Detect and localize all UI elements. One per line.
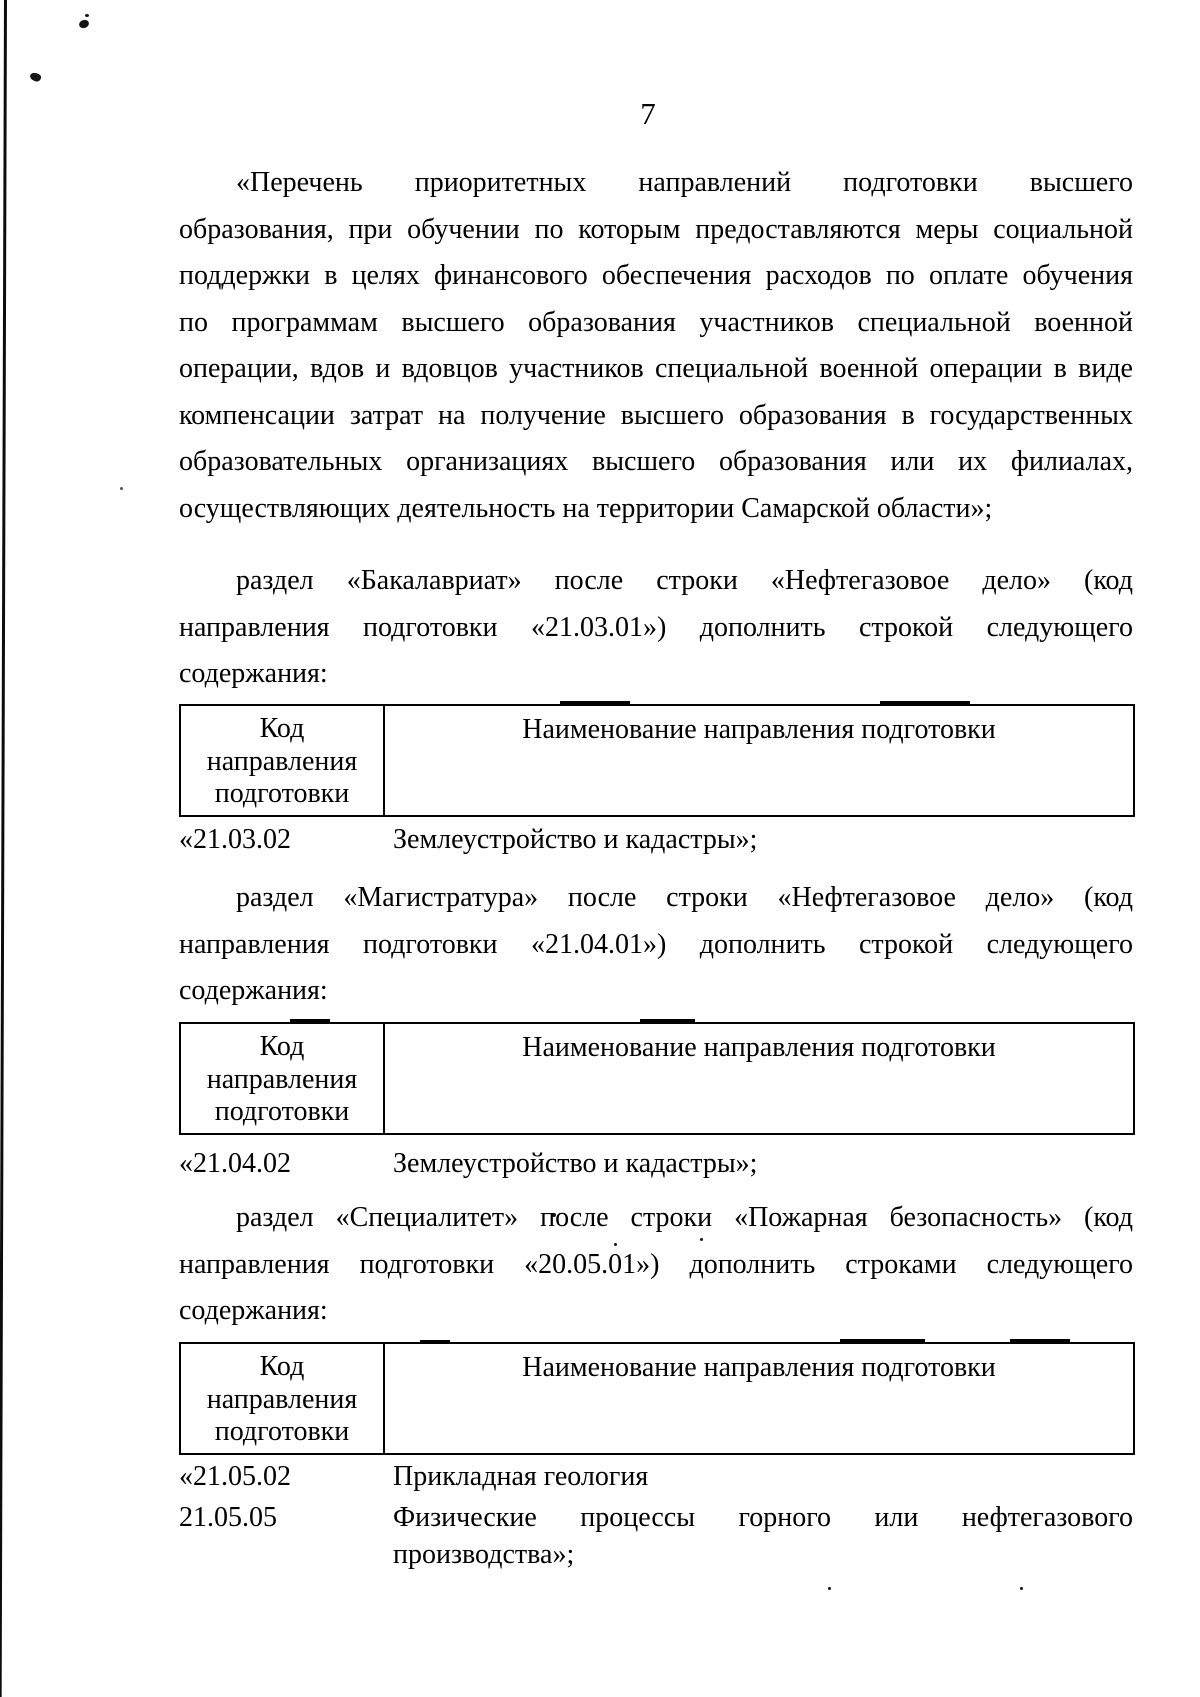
paragraph-line: содержания: [179, 1295, 328, 1326]
paragraph-line: содержания: [179, 975, 328, 1006]
paragraph-line: образовательных организациях высшего образования или их филиалах, [179, 446, 1133, 477]
paragraph-line: осуществляющих деятельность на территории Самарской области»; [179, 492, 993, 524]
scan-speck [85, 14, 89, 17]
paragraph-intro [179, 160, 1133, 532]
paragraph-line: поддержки в целях финансового обеспечения расходов по оплате обучения [179, 260, 1133, 291]
paragraph-line: направления подготовки «21.04.01») дополнить строкой следующего [179, 928, 1133, 960]
table-header-name-cell: Наименование направления подготовки [522, 714, 996, 745]
direction-code: «21.05.02 [179, 1461, 291, 1492]
paragraph-line: раздел «Специалитет» после строки «Пожарная безопасность» (код [236, 1202, 1133, 1233]
direction-name: Землеустройство и кадастры»; [393, 824, 758, 855]
direction-name: Землеустройство и кадастры»; [393, 1148, 758, 1179]
paragraph-line: операции, вдов и вдовцов участников специальной военной операции в виде [179, 353, 1133, 384]
scan-speck [828, 1587, 831, 1590]
table-header-code-cell [181, 1024, 385, 1133]
direction-code: «21.04.02 [179, 1148, 291, 1179]
paragraph-line: по программам высшего образования участников специальной военной [179, 306, 1133, 338]
page-number: 7 [640, 96, 656, 131]
table-row [179, 1498, 1133, 1571]
table-header-name-cell: Наименование направления подготовки [522, 1032, 996, 1063]
table-row [179, 818, 1133, 862]
table-header-code-cell [181, 1344, 385, 1453]
table-rows-specialist [179, 1455, 1133, 1571]
table-row [179, 1455, 1133, 1498]
table-row [179, 1142, 1133, 1186]
paragraph-specialist [179, 1195, 1133, 1335]
table-header-code-cell [181, 706, 385, 815]
table-header-line: подготовки [214, 1096, 350, 1127]
table-header-name-cell: Наименование направления подготовки [522, 1352, 996, 1383]
table-header-line: Код [259, 713, 305, 744]
directions-table-specialist [179, 1342, 1135, 1455]
paragraph-line: направления подготовки «21.03.01») дополнить строкой следующего [179, 611, 1133, 643]
table-header-line: подготовки [214, 1416, 350, 1447]
direction-name-line: Физические процессы горного или нефтегазового [393, 1502, 1133, 1533]
paragraph-line: раздел «Магистратура» после строки «Нефтегазовое дело» (код [236, 882, 1133, 913]
table-header-line: направления [206, 1063, 358, 1095]
direction-name-line: производства»; [393, 1539, 575, 1570]
direction-code: «21.03.02 [179, 824, 291, 855]
paragraph-line: содержания: [179, 658, 328, 689]
scan-edge-line [0, 0, 7, 1697]
directions-table-master [179, 1022, 1135, 1135]
paragraph-line: образования, при обучении по которым предоставляются меры социальной [179, 213, 1133, 245]
scan-speck [120, 487, 123, 490]
table-header-line: Код [259, 1351, 305, 1382]
table-header-line: направления [206, 1383, 358, 1415]
table-header-line: направления [206, 745, 358, 777]
paragraph-line: направления подготовки «20.05.01») дополнить строками следующего [179, 1248, 1133, 1280]
table-header-line: Код [259, 1031, 305, 1062]
direction-name: Прикладная геология [393, 1461, 649, 1492]
table-header-line: подготовки [214, 778, 350, 809]
paragraph-master [179, 875, 1133, 1015]
paragraph-line: компенсации затрат на получение высшего образования в государственных [179, 399, 1133, 431]
direction-name [393, 1498, 1133, 1571]
directions-table-bachelor [179, 704, 1135, 817]
direction-code: 21.05.05 [179, 1502, 277, 1533]
scan-speck [78, 19, 90, 30]
paragraph-line: раздел «Бакалавриат» после строки «Нефтегазовое дело» (код [236, 565, 1133, 596]
paragraph-bachelor [179, 558, 1133, 698]
scan-speck [29, 71, 42, 83]
paragraph-line: «Перечень приоритетных направлений подготовки высшего [236, 167, 1133, 198]
scan-speck [1020, 1587, 1023, 1590]
